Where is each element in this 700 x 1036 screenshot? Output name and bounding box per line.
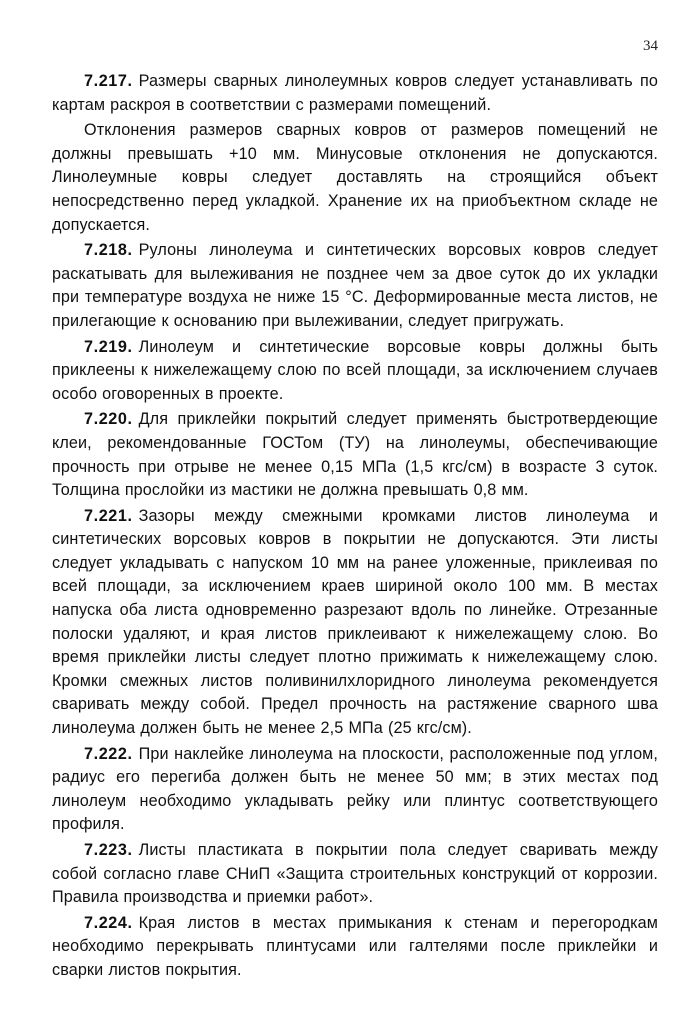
clause-number: 7.219. <box>84 337 133 356</box>
paragraph-text: Зазоры между смежными кромками листов линолеума и синтетических ворсовых ковров в покрытии не допускаются. Эти листы следует укладывать с напуском 10 мм на ранее уложенные, приклеивая по всей площади, за исключением краев шириной около 100 мм. В местах напуска оба листа одновременно разрезают вдоль по линейке. Отрезанные полоски удаляют, и края листов приклеивают к нижележащему слою. Во время приклейки листы следует плотно прижимать к нижележащему слою. Кромки смежных листов поливинилхлоридного линолеума рекомендуется сваривать между собой. Предел прочность на растяжение сварного шва линолеума должен быть не менее 2,5 МПа (25 кгс/см). <box>52 506 658 738</box>
paragraph-7-224 <box>52 912 658 983</box>
clause-number: 7.221. <box>84 506 133 525</box>
page-number: 34 <box>643 38 658 54</box>
paragraph-7-219 <box>52 336 658 407</box>
paragraph-7-223 <box>52 839 658 910</box>
paragraph-text: Для приклейки покрытий следует применять быстротвердеющие клеи, рекомендованные ГОСТом (ТУ) на линолеумы, обеспечивающие прочность при отрыве не менее 0,15 МПа (1,5 кгс/см) в возрасте 3 суток. Толщина прослойки из мастики не должна превышать 0,8 мм. <box>52 410 658 500</box>
paragraph-text: Линолеум и синтетические ворсовые ковры должны быть приклеены к нижележащему слою по всей площади, за исключением случаев особо оговоренных в проекте. <box>52 337 658 403</box>
clause-number: 7.222. <box>84 744 133 763</box>
clause-number: 7.220. <box>84 410 133 429</box>
paragraph-text: Рулоны линолеума и синтетических ворсовых ковров следует раскатывать для вылеживания не позднее чем за двое суток до их укладки при температуре воздуха не ниже 15 °С. Деформированные места листов, не прилегающие к основанию при вылеживании, следует пригружать. <box>52 241 658 330</box>
paragraph-7-217-continued <box>52 119 658 237</box>
paragraph-7-217 <box>52 70 658 117</box>
paragraph-7-218 <box>52 239 658 333</box>
clause-number: 7.223. <box>84 841 133 859</box>
clause-number: 7.224. <box>84 913 133 932</box>
document-body <box>52 70 658 985</box>
paragraph-text: При наклейке линолеума на плоскости, расположенные под углом, радиус его перегиба должен быть не менее 50 мм; в этих местах под линолеум необходимо укладывать рейку или плинтус соответствующего профиля. <box>52 744 658 834</box>
paragraph-7-220 <box>52 408 658 502</box>
paragraph-text: Отклонения размеров сварных ковров от размеров помещений не должны превышать +10 мм. Минусовые отклонения не допускаются. Линолеумные ковры следует доставлять на строящийся объект непосредственно перед укладкой. Хранение их на приобъектном складе не допускается. <box>52 121 658 234</box>
paragraph-text: Края листов в местах примыкания к стенам и перегородкам необходимо перекрывать плинтусами или галтелями после приклейки и сварки листов покрытия. <box>52 913 658 979</box>
paragraph-text: Размеры сварных линолеумных ковров следует устанавливать по картам раскроя в соответствии с размерами помещений. <box>52 72 658 114</box>
paragraph-text: Листы пластиката в покрытии пола следует сваривать между собой согласно главе СНиП «Защита строительных конструкций от коррозии. Правила производства и приемки работ». <box>52 841 658 907</box>
clause-number: 7.217. <box>84 72 133 90</box>
clause-number: 7.218. <box>84 241 133 260</box>
paragraph-7-222 <box>52 743 658 837</box>
paragraph-7-221 <box>52 505 658 741</box>
